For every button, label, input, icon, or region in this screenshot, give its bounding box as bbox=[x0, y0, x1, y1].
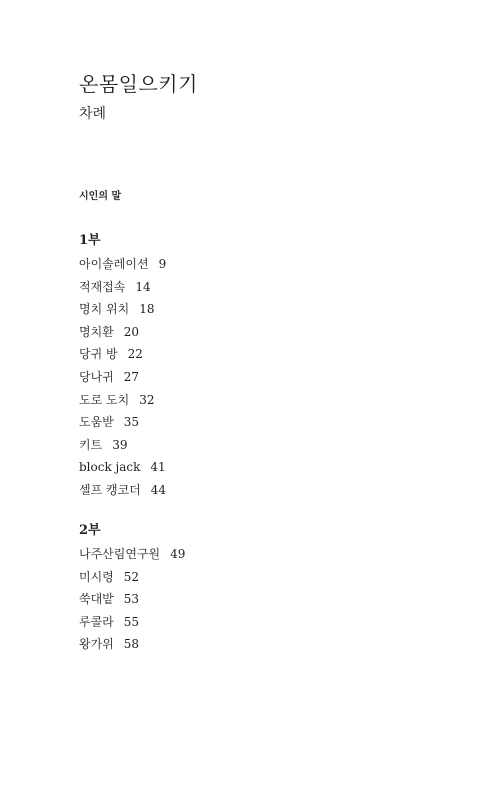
toc-entry bbox=[79, 389, 166, 412]
toc-entry bbox=[79, 456, 166, 479]
toc-entry bbox=[79, 343, 166, 366]
entry-title: 아이솔레이션 bbox=[79, 257, 149, 271]
entry-title: 나주산림연구원 bbox=[79, 547, 161, 561]
entry-page-number: 55 bbox=[123, 614, 140, 629]
entry-title: 명치환 bbox=[79, 324, 114, 339]
entry-page-number: 27 bbox=[123, 369, 140, 384]
toc-entry bbox=[79, 611, 185, 634]
entry-page-number: 39 bbox=[112, 437, 128, 452]
toc-entry bbox=[79, 276, 166, 299]
part-1-heading: 1부 bbox=[79, 233, 101, 248]
toc-entry bbox=[79, 479, 166, 502]
entry-title: 왕가위 bbox=[79, 637, 114, 652]
part-1-section bbox=[79, 232, 166, 502]
entry-title: 셀프 캥코더 bbox=[79, 482, 141, 497]
entry-title: 당나귀 bbox=[79, 369, 114, 384]
entry-page-number: 18 bbox=[139, 302, 155, 317]
entry-page-number: 52 bbox=[123, 569, 140, 584]
toc-entry bbox=[79, 298, 166, 321]
entry-title: 명치 위치 bbox=[79, 302, 130, 317]
toc-entry bbox=[79, 321, 166, 344]
entry-page-number: 9 bbox=[158, 257, 167, 271]
entry-page-number: 35 bbox=[123, 415, 140, 430]
entry-title: 키트 bbox=[79, 437, 103, 452]
entry-page-number: 53 bbox=[123, 592, 140, 607]
entry-title: 루콜라 bbox=[79, 614, 114, 629]
entry-title: block jack bbox=[79, 460, 141, 475]
book-title: 온몸일으키기 bbox=[79, 72, 198, 96]
entry-page-number: 20 bbox=[123, 324, 140, 339]
toc-entry bbox=[79, 543, 185, 566]
entry-page-number: 58 bbox=[123, 637, 140, 652]
toc-entry bbox=[79, 434, 166, 457]
toc-entry bbox=[79, 366, 166, 389]
entry-title: 미시령 bbox=[79, 569, 114, 584]
toc-entry bbox=[79, 411, 166, 434]
entry-page-number: 41 bbox=[150, 460, 166, 475]
toc-entry bbox=[79, 588, 185, 611]
entry-page-number: 32 bbox=[139, 392, 155, 407]
toc-entry-preface: 시인의 말 bbox=[79, 191, 122, 202]
toc-entry bbox=[79, 633, 185, 656]
entry-title: 쑥대밭 bbox=[79, 592, 114, 607]
entry-title: 도움받 bbox=[79, 415, 114, 430]
toc-entry bbox=[79, 566, 185, 589]
toc-label: 차례 bbox=[79, 106, 107, 122]
entry-page-number: 14 bbox=[135, 279, 151, 294]
entry-title: 도로 도치 bbox=[79, 392, 130, 407]
part-2-section bbox=[79, 522, 185, 656]
part-2-heading: 2부 bbox=[79, 523, 101, 538]
toc-entry bbox=[79, 253, 166, 276]
entry-page-number: 22 bbox=[127, 347, 143, 362]
entry-title: 적재접속 bbox=[79, 279, 126, 294]
entry-title: 당귀 방 bbox=[79, 347, 118, 362]
entry-page-number: 44 bbox=[150, 482, 167, 497]
entry-page-number: 49 bbox=[170, 547, 186, 561]
